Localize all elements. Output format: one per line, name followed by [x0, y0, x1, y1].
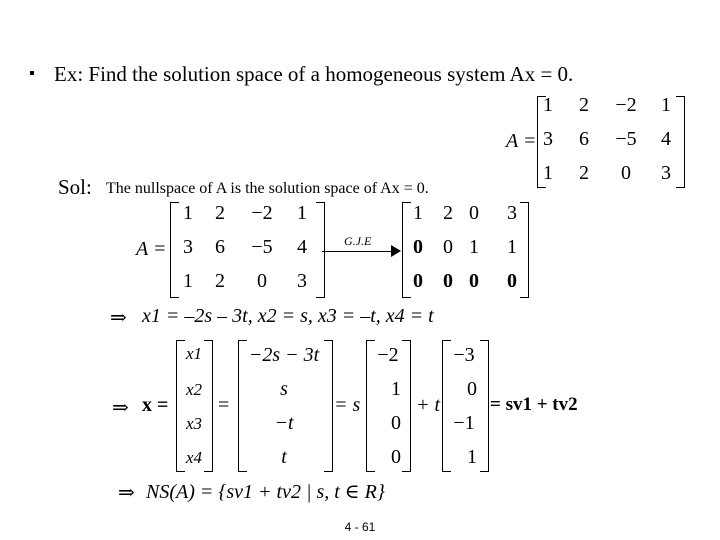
t-vector — [442, 340, 490, 475]
vector-cell: −3 — [453, 344, 475, 366]
matrix-cell: 1 — [469, 236, 479, 258]
s-vector — [366, 340, 414, 475]
matrix-cell: 0 — [469, 202, 479, 224]
implies-icon: ⇒ — [110, 307, 127, 329]
matrix-cell: 3 — [543, 128, 553, 150]
matrix-cell: 0 — [443, 236, 453, 258]
bullet-icon — [30, 71, 34, 75]
matrix-cell: 2 — [579, 94, 589, 116]
matrix-cell: 0 — [413, 270, 423, 292]
matrix-cell: 2 — [215, 270, 225, 292]
gje-arrow-line — [322, 251, 396, 252]
vector-cell: x4 — [185, 448, 203, 467]
vector-cell: t — [281, 446, 287, 468]
plus-t: + t — [416, 394, 441, 416]
matrix-cell: 3 — [297, 270, 307, 292]
vector-cell: −t — [274, 412, 294, 434]
matrix-a-top — [506, 92, 686, 192]
matrix-cell: 3 — [183, 236, 193, 258]
vector-cell: −1 — [453, 412, 475, 434]
vector-cell: 1 — [467, 446, 477, 468]
matrix-cell: 0 — [621, 162, 631, 184]
page-number: 4 - 61 — [344, 520, 376, 534]
nullspace-line: NS(A) = {sv1 + tv2 | s, t ∈ R} — [146, 481, 385, 503]
vector-cell: x1 — [185, 344, 203, 363]
matrix-cell: 1 — [183, 270, 193, 292]
matrix-cell: 0 — [257, 270, 267, 292]
matrix-cell: 1 — [661, 94, 671, 116]
matrix-cell: −5 — [251, 236, 273, 258]
matrix-a-label: A = — [136, 238, 167, 260]
vector-cell: 0 — [391, 446, 401, 468]
matrix-cell: 0 — [413, 236, 423, 258]
vector-cell: −2 — [377, 344, 399, 366]
matrix-cell: 0 — [469, 270, 479, 292]
x-vector-symbol: x = — [142, 394, 169, 416]
matrix-cell: 3 — [507, 202, 517, 224]
matrix-cell: 0 — [507, 270, 517, 292]
equation-line: x1 = –2s – 3t, x2 = s, x3 = –t, x4 = t — [142, 305, 434, 327]
matrix-cell: 2 — [215, 202, 225, 224]
matrix-cell: 1 — [543, 162, 553, 184]
matrix-cell: 1 — [183, 202, 193, 224]
vector-cell: s — [280, 378, 288, 400]
slide-title: Ex: Find the solution space of a homogeneous system Ax = 0. — [54, 62, 574, 86]
gje-label: G.J.E — [344, 234, 372, 248]
matrix-a-top-label: A = — [506, 130, 537, 152]
matrix-cell: −2 — [251, 202, 273, 224]
matrix-cell: 6 — [215, 236, 225, 258]
matrix-cell: −2 — [615, 94, 637, 116]
matrix-cell: 4 — [661, 128, 671, 150]
matrix-cell: 1 — [297, 202, 307, 224]
vector-cell: −2s − 3t — [248, 344, 320, 366]
matrix-cell: 1 — [507, 236, 517, 258]
matrix-cell: 2 — [579, 162, 589, 184]
equals-sign: = — [218, 394, 230, 416]
matrix-cell: −5 — [615, 128, 637, 150]
vector-cell: x2 — [185, 380, 203, 399]
x-vector — [176, 340, 216, 475]
matrix-cell: 1 — [543, 94, 553, 116]
sol-label: Sol: — [58, 175, 92, 199]
matrix-rref — [402, 200, 532, 300]
sol-note: The nullspace of A is the solution space of Ax = 0. — [106, 180, 429, 197]
implies-icon: ⇒ — [112, 397, 129, 419]
matrix-a — [136, 200, 326, 300]
matrix-cell: 1 — [413, 202, 423, 224]
vector-cell: x3 — [185, 414, 203, 433]
vector-cell: 0 — [391, 412, 401, 434]
equals-s: = s — [334, 394, 361, 416]
vector-result: = sv1 + tv2 — [490, 394, 578, 415]
param-vector — [238, 340, 338, 475]
matrix-cell: 2 — [443, 202, 453, 224]
vector-cell: 1 — [391, 378, 401, 400]
matrix-cell: 3 — [661, 162, 671, 184]
vector-cell: 0 — [467, 378, 477, 400]
matrix-cell: 0 — [443, 270, 453, 292]
implies-icon: ⇒ — [118, 482, 135, 504]
matrix-cell: 4 — [297, 236, 307, 258]
matrix-cell: 6 — [579, 128, 589, 150]
